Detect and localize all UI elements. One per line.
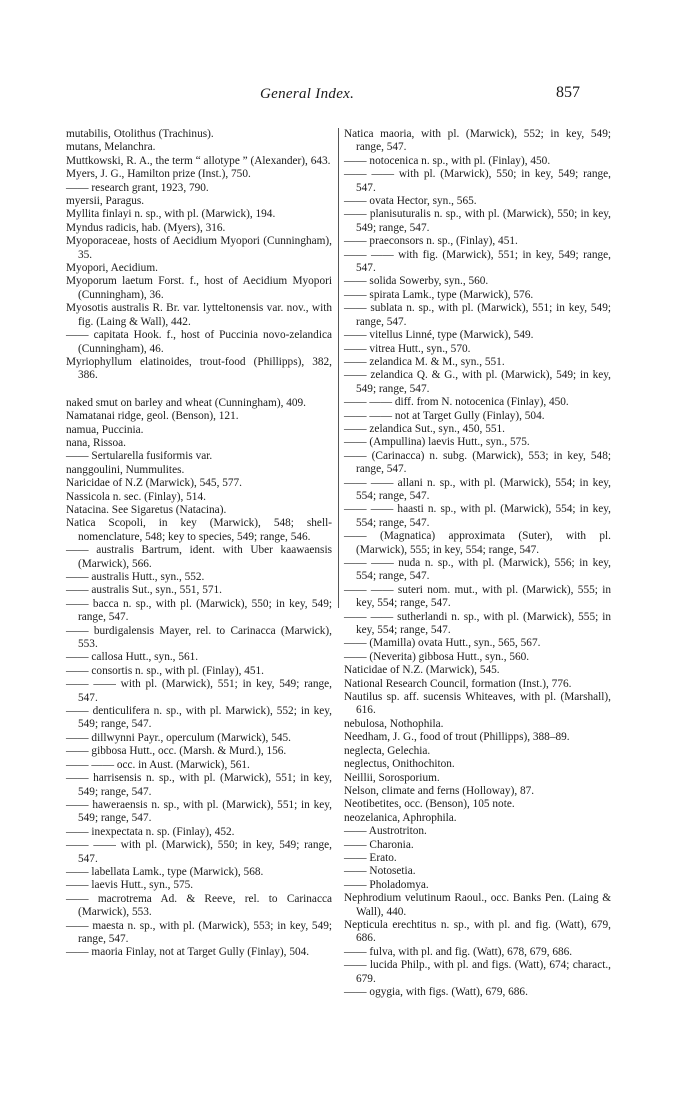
index-entry: —— —— nuda n. sp., with pl. (Marwick), 556; in key, 554; range, 547. — [344, 557, 611, 583]
index-entry: —— ovata Hector, syn., 565. — [344, 195, 477, 208]
index-entry: —— Pholadomya. — [344, 878, 429, 891]
index-entry: —— —— with pl. (Marwick), 550; in key, 549; range, 547. — [344, 168, 611, 194]
index-entry: Nepticula erechtitus n. sp., with pl. and fig. (Watt), 679, 686. — [344, 918, 611, 945]
index-entry: —— ogygia, with figs. (Watt), 679, 686. — [344, 986, 528, 998]
index-entry: naked smut on barley and wheat (Cunningham), 409. — [66, 396, 307, 409]
index-entry: —— spirata Lamk., type (Marwick), 576. — [344, 288, 534, 301]
index-entry: —— —— with pl. (Marwick), 550; in key, 549; range, 547. — [66, 839, 332, 865]
index-entry: —— burdigalensis Mayer, rel. to Carinacca (Marwick), 553. — [66, 624, 332, 651]
index-entry: —— lucida Philp., with pl. and figs. (Watt), 674; charact., 679. — [344, 959, 611, 985]
index-entry: nebulosa, Nothophila. — [344, 717, 444, 730]
index-entry: —— laevis Hutt., syn., 575. — [66, 879, 194, 892]
index-entry: —— praeconsors n. sp., (Finlay), 451. — [344, 235, 518, 248]
index-entry: —— harrisensis n. sp., with pl. (Marwick), 551; in key, 549; range, 547. — [66, 772, 332, 798]
index-entry: —— zelandica Sut., syn., 450, 551. — [344, 422, 505, 435]
index-entry: Myriophyllum elatinoides, trout-food (Phillipps), 382, 386. — [66, 355, 332, 382]
index-entry: —— —— suteri nom. mut., with pl. (Marwick), 555; in key, 554; range, 547. — [344, 583, 611, 610]
index-entry: —— inexpectata n. sp. (Finlay), 452. — [66, 825, 235, 838]
index-column-left — [66, 128, 332, 960]
index-entry: —— —— haasti n. sp., with pl. (Marwick), 554; in key, 554; range, 547. — [344, 503, 611, 529]
index-entry: —— gibbosa Hutt., occ. (Marsh. & Murd.), 156. — [66, 745, 287, 758]
index-column-right — [344, 128, 611, 999]
index-entry: Myers, J. G., Hamilton prize (Inst.), 750. — [66, 168, 251, 181]
index-entry: nana, Rissoa. — [66, 436, 126, 449]
index-entry: —— (Carinacca) n. subg. (Marwick), 553; in key, 548; range, 547. — [344, 449, 611, 476]
index-entry: —— australis Bartrum, ident. with Uber kaawaensis (Marwick), 566. — [66, 544, 332, 570]
index-entry: —— —— not at Target Gully (Finlay), 504. — [344, 409, 545, 422]
index-entry: myersii, Paragus. — [66, 195, 145, 208]
index-entry: —— zelandica M. & M., syn., 551. — [344, 355, 505, 368]
index-entry: —— —— occ. in Aust. (Marwick), 561. — [66, 758, 250, 771]
index-entry: Namatanai ridge, geol. (Benson), 121. — [66, 410, 239, 423]
index-section-gap — [66, 383, 332, 397]
index-entry: Nephrodium velutinum Raoul., occ. Banks Pen. (Laing & Wall), 440. — [344, 892, 611, 918]
index-entry: Naricidae of N.Z (Marwick), 545, 577. — [66, 477, 242, 490]
index-entry: —— (Mamilla) ovata Hutt., syn., 565, 567. — [344, 637, 541, 650]
column-divider — [338, 128, 339, 608]
index-entry: —— research grant, 1923, 790. — [66, 181, 209, 194]
index-entry: —— Erato. — [344, 851, 397, 864]
index-entry: —— australis Sut., syn., 551, 571. — [66, 584, 222, 597]
page-number: 857 — [556, 84, 580, 101]
index-entry: Myoporum laetum Forst. f., host of Aecidium Myopori (Cunningham), 36. — [66, 275, 332, 301]
index-entry: —— Sertularella fusiformis var. — [66, 450, 213, 463]
index-entry: —— dillwynni Payr., operculum (Marwick), 545. — [66, 731, 291, 744]
index-entry: —— Charonia. — [344, 838, 414, 851]
index-entry: Muttkowski, R. A., the term “ allotype ” (Alexander), 643. — [66, 154, 331, 167]
index-entry: Myllita finlayi n. sp., with pl. (Marwick), 194. — [66, 208, 276, 221]
index-entry: —— solida Sowerby, syn., 560. — [344, 275, 489, 288]
index-entry: —— haweraensis n. sp., with pl. (Marwick), 551; in key, 549; range, 547. — [66, 798, 332, 825]
index-entry: —— vitrea Hutt., syn., 570. — [344, 342, 471, 355]
index-entry: Natacina. See Sigaretus (Natacina). — [66, 503, 227, 516]
index-entry: —— (Magnatica) approximata (Suter), with pl. (Marwick), 555; in key, 554; range, 547. — [344, 530, 611, 556]
index-entry: neglecta, Gelechia. — [344, 744, 431, 757]
index-entry: —— sublata n. sp., with pl. (Marwick), 551; in key, 549; range, 547. — [344, 302, 611, 328]
running-header-title: General Index. — [260, 86, 355, 102]
index-entry: Naticidae of N.Z. (Marwick), 545. — [344, 664, 500, 677]
index-entry: —— denticulifera n. sp., with pl. Marwick), 552; in key, 549; range, 547. — [66, 705, 332, 731]
index-entry: —— —— sutherlandi n. sp., with pl. (Marwick), 555; in key, 554; range, 547. — [344, 610, 611, 637]
index-entry: —— bacca n. sp., with pl. (Marwick), 550; in key, 549; range, 547. — [66, 597, 332, 624]
index-entry: Natica Scopoli, in key (Marwick), 548; shell-nomenclature, 548; key to species, 549; range, 546. — [66, 517, 332, 543]
index-entry: —— —— with fig. (Marwick), 551; in key, 549; range, 547. — [344, 248, 611, 275]
index-entry: —— fulva, with pl. and fig. (Watt), 678, 679, 686. — [344, 945, 573, 958]
index-entry: neglectus, Onithochiton. — [344, 758, 455, 771]
index-entry: Nassicola n. sec. (Finlay), 514. — [66, 490, 206, 503]
index-entry: Nelson, climate and ferns (Holloway), 87. — [344, 784, 535, 797]
index-entry: —— (Neverita) gibbosa Hutt., syn., 560. — [344, 650, 530, 663]
index-entry: Myoporaceae, hosts of Aecidium Myopori (Cunningham), 35. — [66, 235, 332, 261]
index-entry: —— zelandica Q. & G., with pl. (Marwick), 549; in key, 549; range, 547. — [344, 369, 611, 395]
index-entry: —— labellata Lamk., type (Marwick), 568. — [66, 865, 264, 878]
index-entry: —— Austrotriton. — [344, 825, 427, 838]
index-entry: Myosotis australis R. Br. var. lytteltonensis var. nov., with fig. (Laing & Wall), 442. — [66, 302, 332, 328]
index-entry: Neillii, Sorosporium. — [344, 771, 440, 784]
index-entry: mutabilis, Otolithus (Trachinus). — [66, 128, 214, 140]
index-entry: Nautilus sp. aff. sucensis Whiteaves, with pl. (Marshall), 616. — [344, 691, 611, 717]
index-entry: Myopori, Aecidium. — [66, 262, 158, 275]
index-entry: —— australis Hutt., syn., 552. — [66, 571, 205, 583]
index-entry: —— consortis n. sp., with pl. (Finlay), 451. — [66, 664, 265, 677]
index-entry: —— capitata Hook. f., host of Puccinia novo-zelandica (Cunningham), 46. — [66, 329, 332, 355]
index-entry: National Research Council, formation (Inst.), 776. — [344, 677, 572, 690]
index-entry: nanggoulini, Nummulites. — [66, 463, 185, 476]
index-entry: —— maesta n. sp., with pl. (Marwick), 553; in key, 549; range, 547. — [66, 919, 332, 945]
index-entry: —— Notosetia. — [344, 865, 416, 878]
index-entry: —— —— allani n. sp., with pl. (Marwick), 554; in key, 554; range, 547. — [344, 476, 611, 502]
index-entry: —— —— with pl. (Marwick), 551; in key, 549; range, 547. — [66, 678, 332, 704]
index-entry: neozelanica, Aphrophila. — [344, 811, 457, 824]
index-entry: —— (Ampullina) laevis Hutt., syn., 575. — [344, 436, 530, 449]
index-entry: Myndus radicis, hab. (Myers), 316. — [66, 221, 226, 234]
index-entry: Needham, J. G., food of trout (Phillipps), 388–89. — [344, 731, 570, 744]
index-entry: —— —— diff. from N. notocenica (Finlay), 450. — [344, 396, 569, 409]
index-entry: —— vitellus Linné, type (Marwick), 549. — [344, 329, 534, 342]
index-entry: mutans, Melanchra. — [66, 141, 156, 154]
index-entry: namua, Puccinia. — [66, 423, 144, 436]
index-entry: —— notocenica n. sp., with pl. (Finlay), 450. — [344, 154, 551, 167]
index-entry: —— macrotrema Ad. & Reeve, rel. to Carinacca (Marwick), 553. — [66, 892, 332, 919]
index-entry: —— planisuturalis n. sp., with pl. (Marwick), 550; in key, 549; range, 547. — [344, 208, 611, 234]
index-entry: —— maoria Finlay, not at Target Gully (Finlay), 504. — [66, 946, 310, 959]
index-entry: —— callosa Hutt., syn., 561. — [66, 651, 199, 664]
index-entry: Neotibetites, occ. (Benson), 105 note. — [344, 798, 515, 811]
index-entry: Natica maoria, with pl. (Marwick), 552; in key, 549; range, 547. — [344, 128, 611, 154]
